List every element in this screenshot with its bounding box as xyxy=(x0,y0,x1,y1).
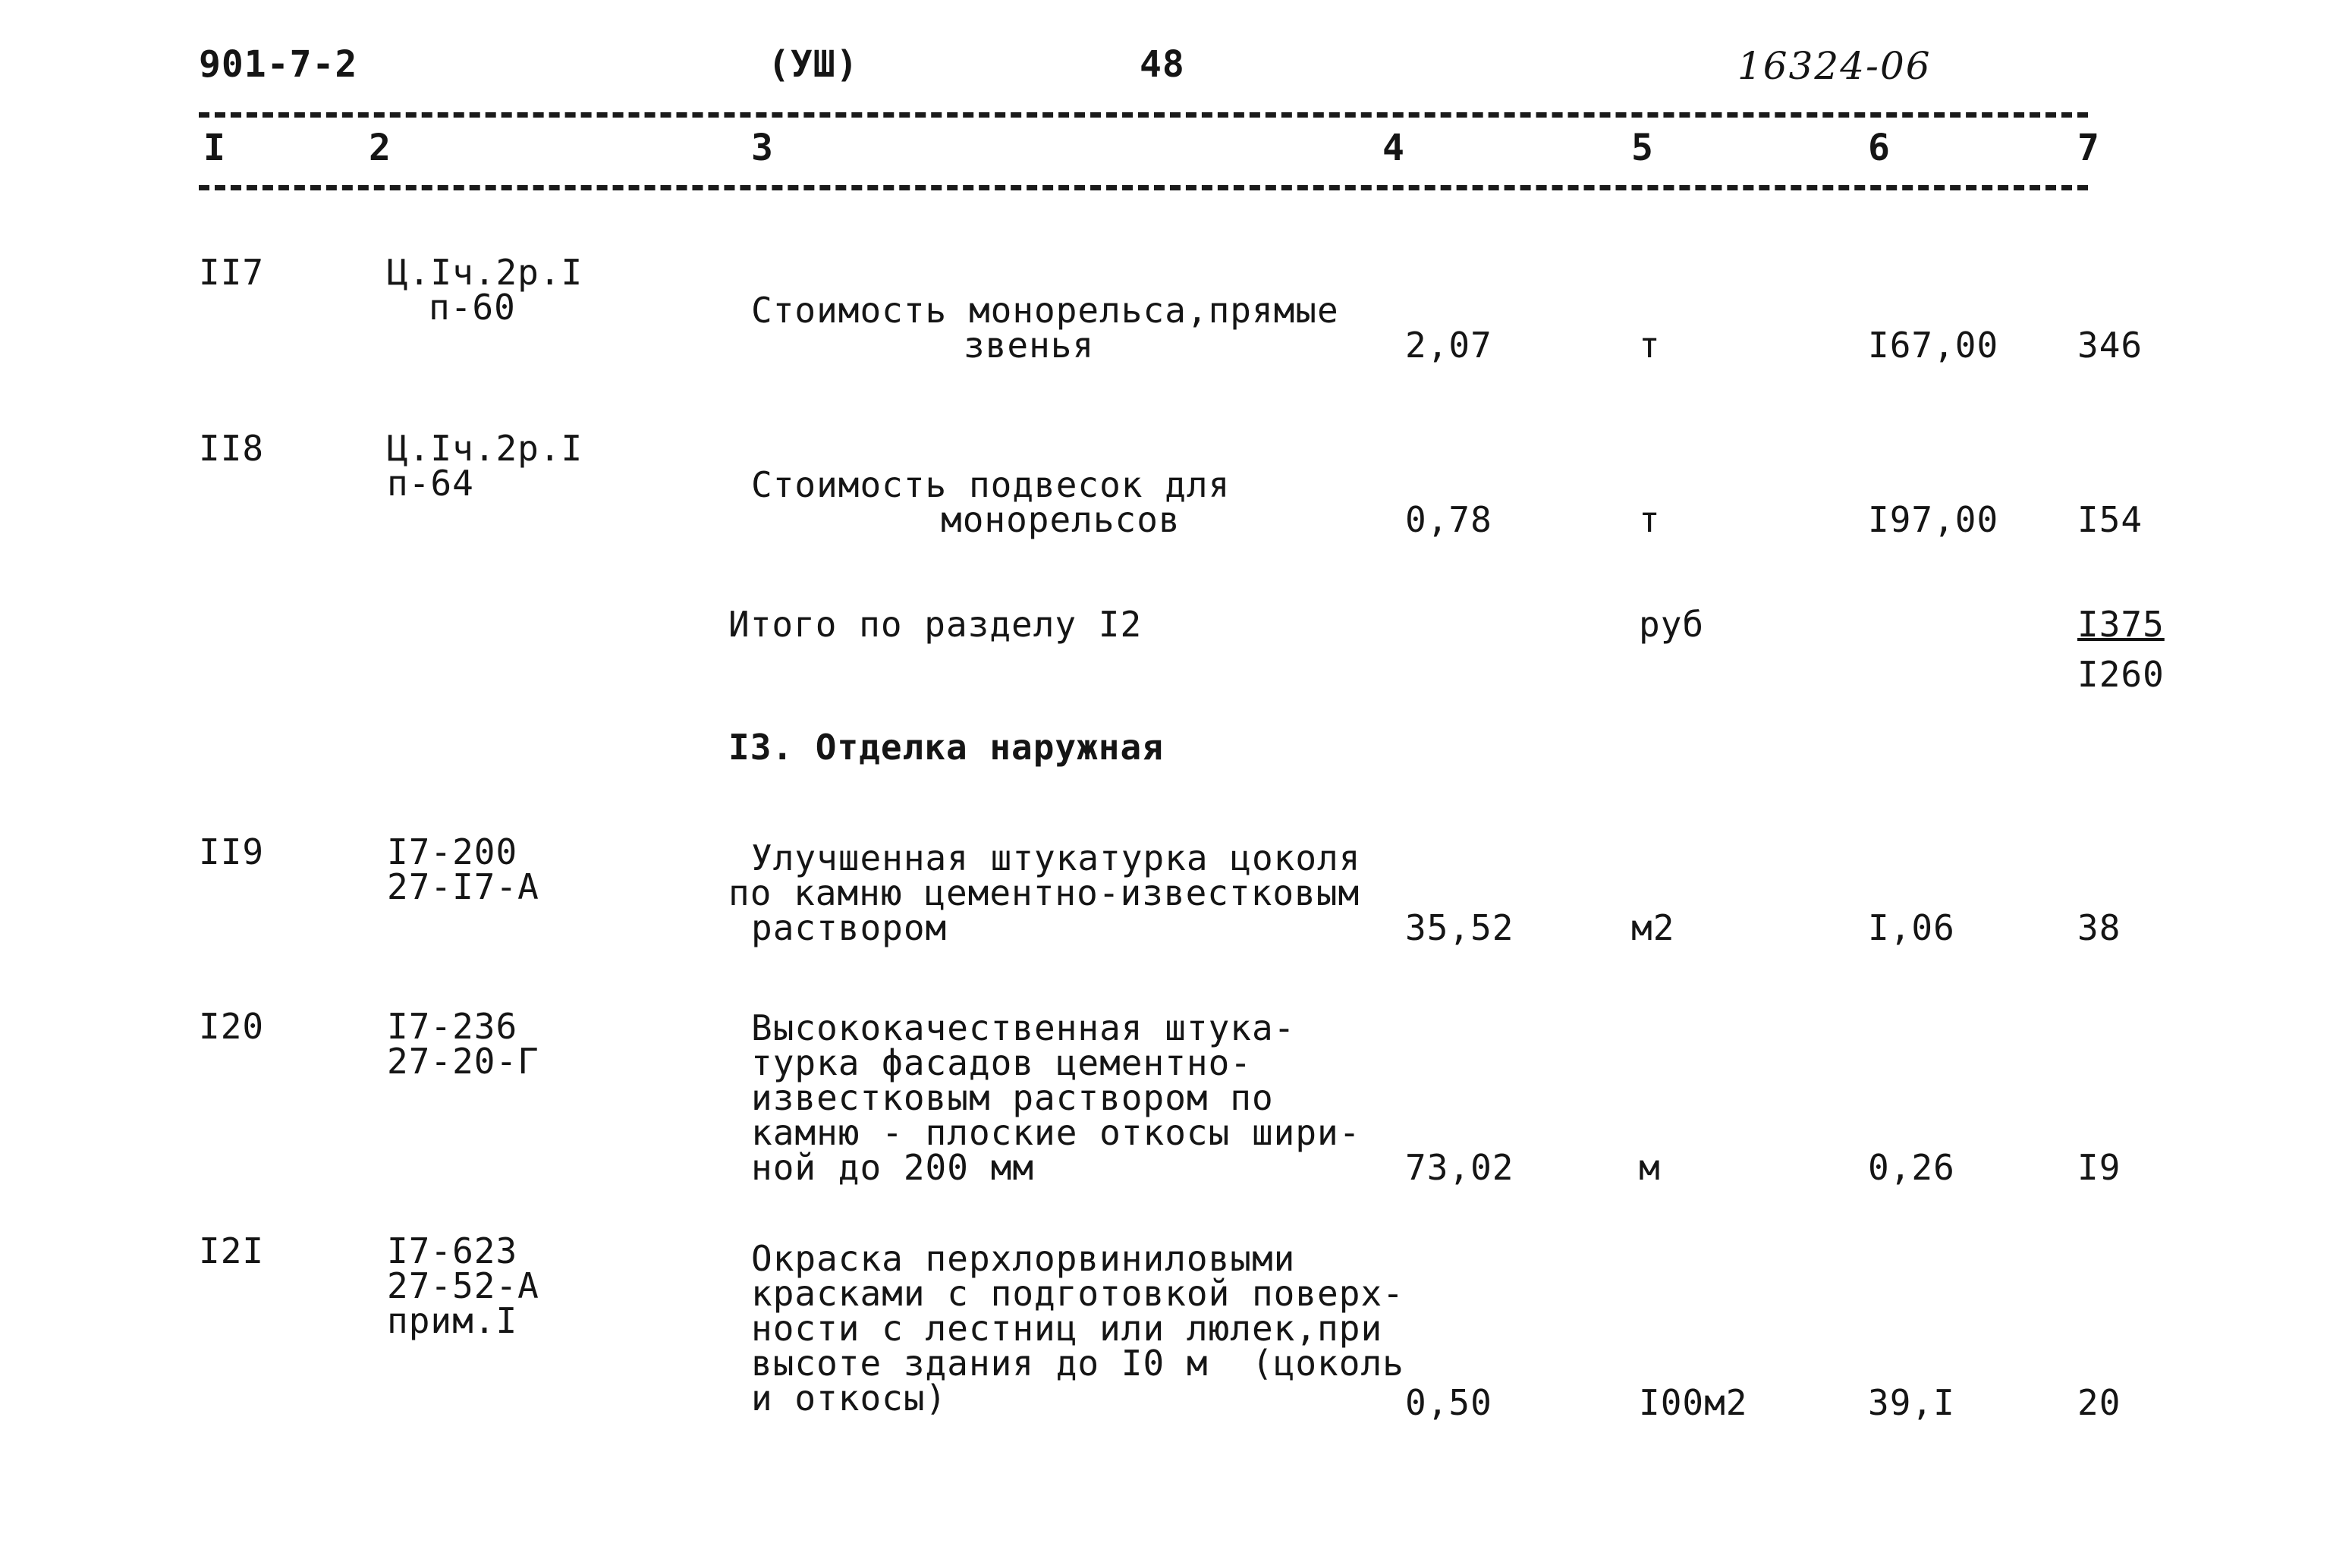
row-description: высоте здания до I0 м (цоколь xyxy=(751,1343,1404,1384)
row-description: Стоимость монорельса,прямые xyxy=(751,290,1339,331)
row-description: по камню цементно-известковым xyxy=(728,872,1360,913)
row-unit: I00м2 xyxy=(1639,1382,1748,1423)
row-quantity: 35,52 xyxy=(1405,907,1514,948)
row-reference: п-64 xyxy=(387,463,474,504)
row-unit: т xyxy=(1639,499,1661,540)
row-reference: I7-623 xyxy=(387,1230,518,1271)
col-6: 6 xyxy=(1868,127,1891,169)
archive-number: 16324-06 xyxy=(1737,44,1932,88)
row-price: 39,I xyxy=(1868,1382,1955,1423)
subtotal-label: Итого по разделу I2 xyxy=(728,604,1143,645)
header-rule-top xyxy=(199,112,2088,118)
page-number: 48 xyxy=(1140,43,1185,86)
row-total: I9 xyxy=(2077,1147,2121,1188)
subtotal-value-bottom: I260 xyxy=(2077,654,2165,695)
row-description: ности с лестниц или люлек,при xyxy=(751,1308,1383,1349)
col-4: 4 xyxy=(1382,127,1405,169)
row-description: камню - плоские откосы шири- xyxy=(751,1112,1361,1153)
row-reference: I7-200 xyxy=(387,831,518,872)
row-reference: прим.I xyxy=(387,1300,518,1341)
row-reference: Ц.Iч.2р.I xyxy=(387,428,583,469)
row-number: I20 xyxy=(199,1006,265,1047)
row-number: II7 xyxy=(199,252,265,293)
col-1: I xyxy=(203,127,226,169)
col-7: 7 xyxy=(2077,127,2100,169)
row-unit: т xyxy=(1639,325,1661,366)
row-quantity: 73,02 xyxy=(1405,1147,1514,1188)
row-price: I,06 xyxy=(1868,907,1955,948)
col-3: 3 xyxy=(751,127,774,169)
doc-code: 901-7-2 xyxy=(199,43,358,86)
row-reference: 27-I7-А xyxy=(387,866,539,907)
row-total: 20 xyxy=(2077,1382,2121,1423)
col-5: 5 xyxy=(1631,127,1654,169)
row-description: известковым раствором по xyxy=(751,1077,1274,1118)
row-reference: I7-236 xyxy=(387,1006,518,1047)
row-unit: м xyxy=(1639,1147,1661,1188)
doc-part: (УШ) xyxy=(768,43,859,86)
row-price: I97,00 xyxy=(1868,499,1999,540)
row-description: красками с подготовкой поверх- xyxy=(751,1273,1404,1314)
subtotal-value-top: I375 xyxy=(2077,604,2165,645)
row-description: ной до 200 мм xyxy=(751,1147,1035,1188)
row-description: Улучшенная штукатурка цоколя xyxy=(751,837,1361,878)
row-description: Окраска перхлорвиниловыми xyxy=(751,1238,1296,1279)
row-total: I54 xyxy=(2077,499,2143,540)
row-total: 346 xyxy=(2077,325,2143,366)
row-description: Высококачественная штука- xyxy=(751,1007,1296,1048)
row-reference: Ц.Iч.2р.I xyxy=(387,252,583,293)
row-reference: п-60 xyxy=(429,287,516,328)
row-quantity: 0,78 xyxy=(1405,499,1492,540)
row-price: 0,26 xyxy=(1868,1147,1955,1188)
row-description: монорельсов xyxy=(941,499,1181,540)
section-title: I3. Отделка наружная xyxy=(728,727,1164,768)
row-quantity: 0,50 xyxy=(1405,1382,1492,1423)
row-description: Стоимость подвесок для xyxy=(751,464,1231,505)
col-2: 2 xyxy=(369,127,391,169)
subtotal-unit: руб xyxy=(1639,604,1705,645)
row-description: турка фасадов цементно- xyxy=(751,1042,1252,1083)
row-description: раствором xyxy=(751,907,948,948)
header-rule-bottom xyxy=(199,185,2088,190)
row-reference: 27-52-А xyxy=(387,1265,539,1306)
row-price: I67,00 xyxy=(1868,325,1999,366)
row-unit: м2 xyxy=(1631,907,1675,948)
row-number: I2I xyxy=(199,1230,265,1271)
row-reference: 27-20-Г xyxy=(387,1041,539,1082)
row-total: 38 xyxy=(2077,907,2121,948)
row-number: II9 xyxy=(199,831,265,872)
row-quantity: 2,07 xyxy=(1405,325,1492,366)
row-description: звенья xyxy=(964,325,1095,366)
row-description: и откосы) xyxy=(751,1378,948,1419)
row-number: II8 xyxy=(199,428,265,469)
